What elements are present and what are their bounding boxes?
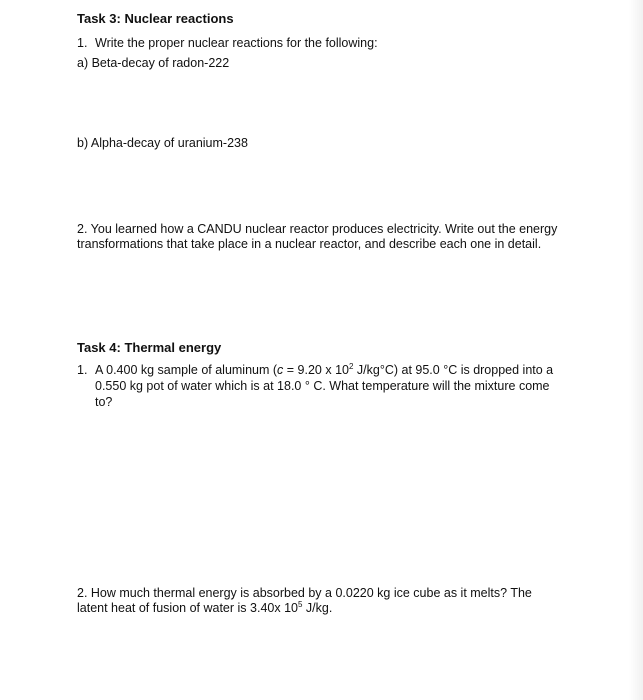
task4-heading: Task 4: Thermal energy	[77, 340, 222, 355]
task4-q1-line1-mid: = 9.20 x 10	[283, 363, 349, 377]
task3-q2-line-2: transformations that take place in a nuclear reactor, and describe each one in detail.	[77, 237, 542, 251]
task4-q2-exponent: 5	[297, 599, 303, 609]
task4-q1-line-2: 0.550 kg pot of water which is at 18.0 ° C. What temperature will the mixture come	[95, 379, 550, 393]
task3-q2-line-1: 2. You learned how a CANDU nuclear reactor produces electricity. Write out the energy	[77, 222, 558, 236]
task3-q1-text: Write the proper nuclear reactions for the following:	[95, 36, 378, 50]
task4-q1-line1-post: J/kg°C) at 95.0 °C is dropped into a	[353, 363, 554, 377]
task4-q1-line-1	[77, 362, 553, 378]
task4-q2-line-1: 2. How much thermal energy is absorbed by a 0.0220 kg ice cube as it melts? The	[77, 586, 532, 600]
task4-q2-line-2	[77, 600, 332, 616]
task3-q1-number: 1.	[77, 36, 88, 50]
page-edge-shadow	[629, 0, 643, 700]
task4-q1-c-symbol: c	[277, 363, 284, 377]
task3-heading: Task 3: Nuclear reactions	[77, 11, 234, 26]
task4-q1-exponent: 2	[348, 361, 354, 371]
task3-question-1	[77, 35, 378, 51]
task4-q1-number: 1.	[77, 363, 88, 377]
task4-q1-line-3: to?	[95, 395, 113, 409]
task3-q1-part-b: b) Alpha-decay of uranium-238	[77, 136, 248, 150]
task4-q2-line2-pre: latent heat of fusion of water is 3.40x 10	[77, 601, 298, 615]
task3-q1-part-a: a) Beta-decay of radon-222	[77, 56, 230, 70]
task4-q2-line2-post: J/kg.	[302, 601, 333, 615]
task4-q1-line1-pre: A 0.400 kg sample of aluminum (	[95, 363, 278, 377]
